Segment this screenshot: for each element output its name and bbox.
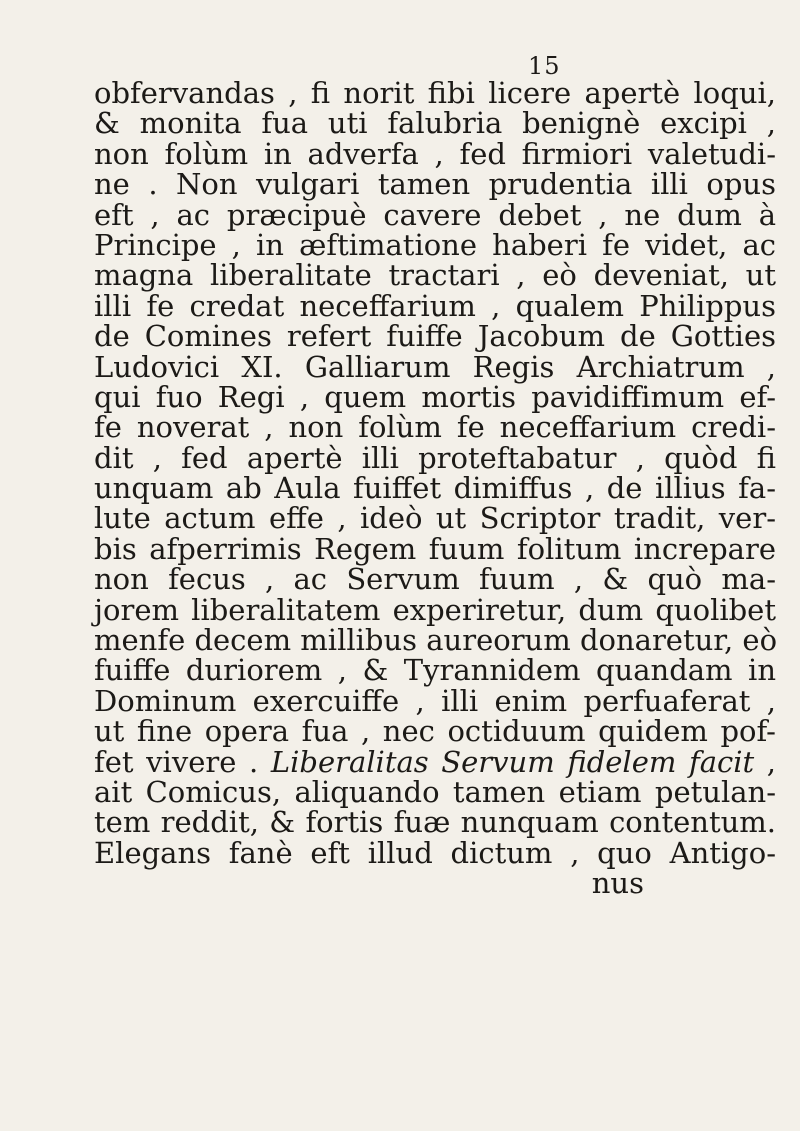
text-line-26: Elegans fanè eft illud dictum , quo Antigo-: [94, 835, 776, 870]
text-line-24: ait Comicus, aliquando tamen etiam petulan-: [94, 774, 776, 809]
page-number: 15: [528, 52, 561, 80]
text-line-10: Ludovici XI. Galliarum Regis Archiatrum ,: [94, 349, 776, 384]
text-line-15: lute actum effe , ideò ut Scriptor tradit, ver-: [94, 501, 776, 536]
text-line-17: non fecus , ac Servum fuum , & quò ma-: [94, 562, 776, 597]
text-line-3: non folùm in adverfa , fed firmiori valetudi-: [94, 136, 776, 171]
text-line-2: & monita fua uti falubria benignè excipi ,: [94, 106, 776, 141]
text-line-6: Principe , in æftimatione haberi fe videt, ac: [94, 227, 776, 262]
text-line-13: dit , fed apertè illi proteftabatur , quòd fi: [94, 440, 776, 475]
text-line-19: menfe decem millibus aureorum donaretur, eò: [94, 623, 778, 658]
text-line-11: qui fuo Regi , quem mortis pavidiffimum ef-: [94, 379, 776, 414]
text-line-14: unquam ab Aula fuiffet dimiffus , de illius fa-: [94, 471, 776, 506]
quotation-italic: Liberalitas Servum fidelem facit: [270, 744, 755, 779]
text-line-9: de Comines refert fuiffe Jacobum de Gotties: [94, 319, 776, 354]
catchword: nus: [591, 866, 644, 901]
text-line-8: illi fe credat neceffarium , qualem Philippus: [94, 288, 776, 323]
text-line-23-start: fet vivere .: [94, 744, 259, 779]
text-line-23-end: ,: [754, 744, 777, 779]
text-line-18: jorem liberalitatem experiretur, dum quolibet: [94, 592, 776, 627]
text-line-20: fuiffe duriorem , & Tyrannidem quandam in: [94, 653, 776, 688]
body-text: [94, 78, 776, 899]
text-line-21: Dominum exercuiffe , illi enim perfuaferat ,: [94, 683, 776, 718]
text-line-4: ne . Non vulgari tamen prudentia illi opus: [94, 167, 776, 202]
text-line-16: bis afperrimis Regem fuum folitum increpare: [94, 531, 776, 566]
text-line-5: eft , ac præcipuè cavere debet , ne dum à: [94, 197, 776, 232]
text-line-25: tem reddit, & fortis fuæ nunquam contentum.: [94, 805, 776, 840]
text-line-1: obfervandas , fi norit fibi licere apertè loqui,: [94, 76, 776, 110]
text-line-22: ut fine opera fua , nec octiduum quidem pof-: [94, 714, 776, 749]
text-line-7: magna liberalitate tractari , eò deveniat, ut: [94, 258, 776, 293]
text-line-12: fe noverat , non folùm fe neceffarium credi-: [94, 410, 776, 445]
text-line-23: [94, 744, 777, 779]
